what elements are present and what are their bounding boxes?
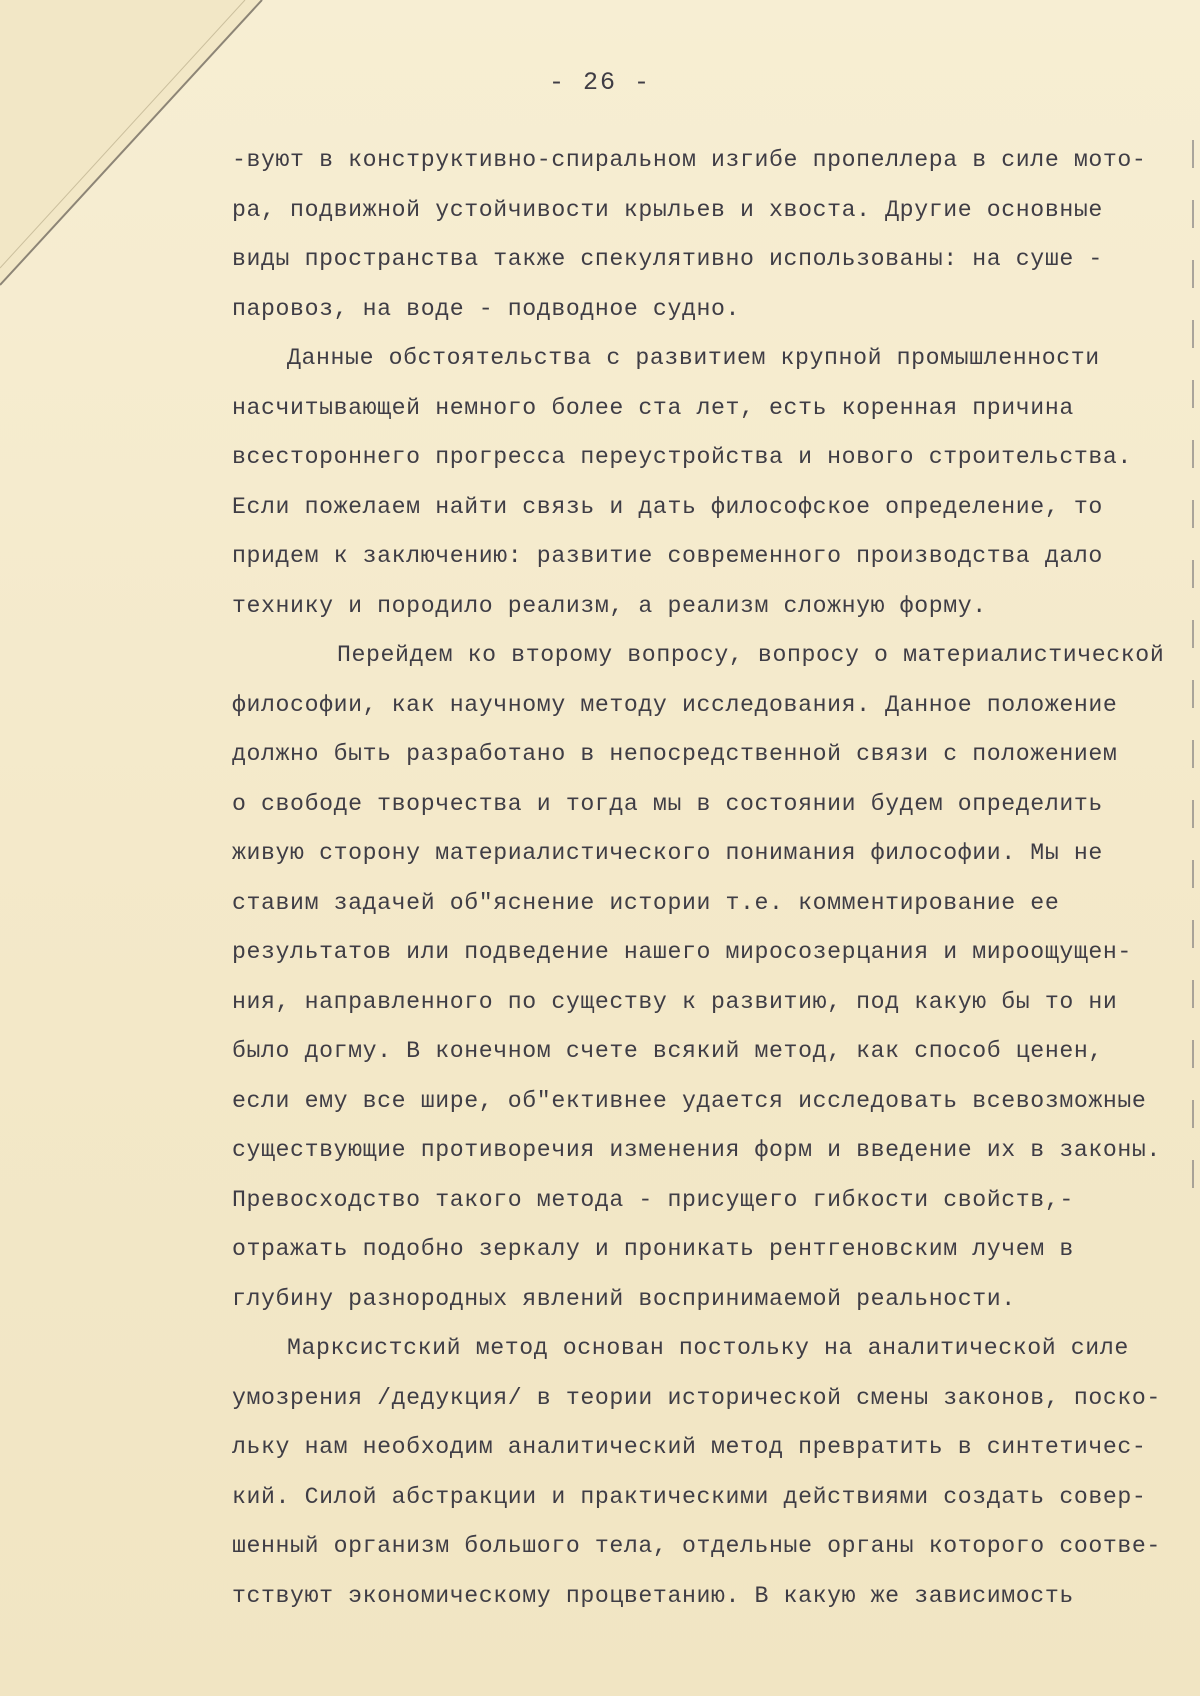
text-line: всестороннего прогресса переустройства и нового строительства. — [232, 444, 1132, 470]
text-line: Данные обстоятельства с развитием крупной промышленности — [287, 345, 1100, 371]
text-line: Марксистский метод основан постольку на аналитической силе — [287, 1335, 1129, 1361]
page-number: - 26 - — [548, 68, 651, 97]
text-line: отражать подобно зеркалу и проникать рентгеновским лучем в — [232, 1236, 1074, 1262]
text-line: глубину разнородных явлений воспринимаемой реальности. — [232, 1285, 1016, 1312]
text-line: паровоз, на воде - подводное судно. — [232, 295, 741, 322]
text-line: -вуют в конструктивно-спиральном изгибе пропеллера в силе мото- — [232, 147, 1147, 173]
text-line: Если пожелаем найти связь и дать философское определение, то — [232, 493, 1103, 520]
text-line: кий. Силой абстракции и практическими действиями создать совер- — [232, 1483, 1147, 1510]
folded-corner — [0, 0, 270, 290]
text-line: Перейдем ко второму вопросу, вопросу о материалистической — [337, 642, 1165, 668]
text-line: существующие противоречия изменения форм и введение их в законы. — [232, 1137, 1161, 1163]
text-line: ния, направленного по существу к развитию, под какую бы то ни — [232, 988, 1118, 1015]
text-line: виды пространства также спекулятивно использованы: на суше - — [232, 246, 1103, 272]
text-line: результатов или подведение нашего миросозерцания и мироощущен- — [232, 939, 1132, 965]
text-line: о свободе творчества и тогда мы в состоянии будем определить — [232, 790, 1103, 817]
text-line: шенный организм большого тела, отдельные органы которого соотве- — [232, 1533, 1161, 1559]
text-line: придем к заключению: развитие современного производства дало — [232, 543, 1103, 569]
text-line: насчитывающей немного более ста лет, есть коренная причина — [232, 394, 1074, 421]
text-line: должно быть разработано в непосредственной связи с положением — [232, 741, 1118, 767]
text-line: Превосходство такого метода - присущего гибкости свойств,- — [232, 1186, 1074, 1213]
body-text — [232, 136, 1200, 1621]
text-line: ставим задачей об"яснение истории т.е. комментирование ее — [232, 889, 1060, 916]
text-line: философии, как научному методу исследования. Данное положение — [232, 691, 1118, 718]
text-line: тствуют экономическому процветанию. В какую же зависимость — [232, 1582, 1074, 1609]
text-line: если ему все шире, об"ективнее удается исследовать всевозможные — [232, 1087, 1147, 1114]
text-line: льку нам необходим аналитический метод превратить в синтетичес- — [232, 1434, 1147, 1460]
text-line: умозрения /дедукция/ в теории исторической смены законов, поско- — [232, 1384, 1161, 1411]
text-line: технику и породило реализм, а реализм сложную форму. — [232, 592, 987, 619]
text-line: было догму. В конечном счете всякий метод, как способ ценен, — [232, 1038, 1103, 1064]
text-line: ра, подвижной устойчивости крыльев и хвоста. Другие основные — [232, 196, 1103, 223]
text-line: живую сторону материалистического понимания философии. Мы не — [232, 840, 1103, 866]
